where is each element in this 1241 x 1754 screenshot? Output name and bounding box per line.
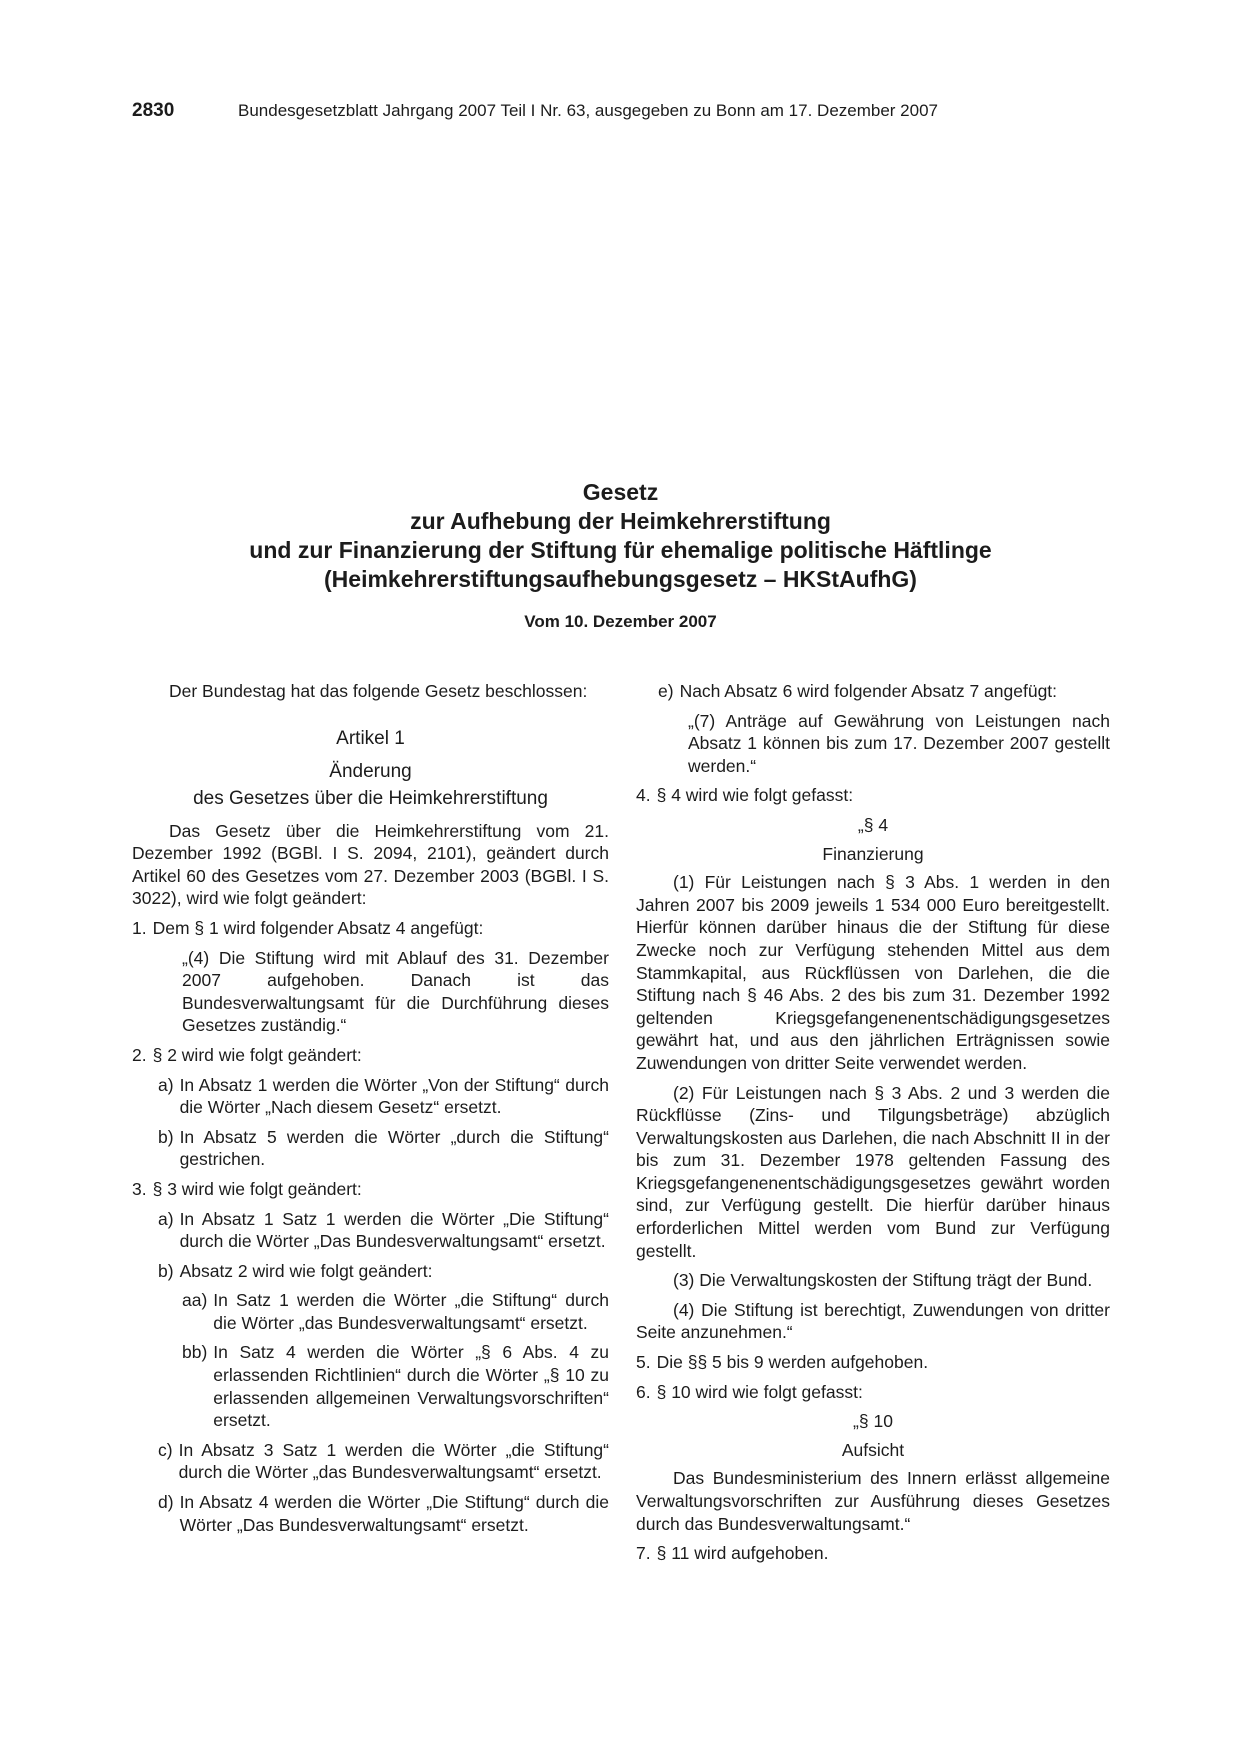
section-heading: „§ 10 xyxy=(853,1411,893,1432)
item-text: Dem § 1 wird folgender Absatz 4 angefügt: xyxy=(152,917,484,938)
item-letter: b) xyxy=(158,1126,174,1147)
right-column xyxy=(636,680,1110,1572)
list-item xyxy=(132,917,609,940)
article-subject-1: Änderung xyxy=(329,760,412,782)
item-letter: a) xyxy=(158,1074,174,1095)
item-letter: c) xyxy=(158,1439,173,1460)
intro-paragraph: Der Bundestag hat das folgende Gesetz beschlossen: xyxy=(169,681,588,701)
publication-line: Bundesgesetzblatt Jahrgang 2007 Teil I Nr. 63, ausgegeben zu Bonn am 17. Dezember 2007 xyxy=(238,101,938,120)
item-number: 4. xyxy=(636,785,651,806)
article-intro: Das Gesetz über die Heimkehrerstiftung vom 21. Dezember 1992 (BGBl. I S. 2094, 2101), geändert durch Artikel 60 des Gesetzes vom 27. Dezember 2003 (BGBl. I S. 3022), wird wie folgt geändert: xyxy=(132,820,609,909)
item-number: 3. xyxy=(132,1178,147,1199)
section-title: Aufsicht xyxy=(841,1439,905,1460)
item-number: 5. xyxy=(636,1352,651,1373)
section-paragraph: Das Bundesministerium des Innern erlässt allgemeine Verwaltungsvorschriften zur Ausführung dieses Gesetzes durch das Bundesverwaltungsamt.“ xyxy=(636,1468,1110,1534)
list-item xyxy=(132,1044,609,1067)
page-header xyxy=(132,100,938,122)
list-item xyxy=(636,680,1110,703)
title-line-3: und zur Finanzierung der Stiftung für ehemalige politische Häftlinge xyxy=(249,537,992,563)
section-paragraph: (2) Für Leistungen nach § 3 Abs. 2 und 3 werden die Rückflüsse (Zins- und Tilgungsbeträge) abzüglich Verwaltungskosten aus Darlehen, die nach Abschnitt II in der bis zum 31. Dezember 1978 geltenden Fassung des Kriegsgefangenenentschädigungsgesetzes gewährt worden sind, zur Verfügung gestellt. Die hierfür darüber hinaus erforderlichen Mittel werden vom Bund zur Verfügung gestellt. xyxy=(636,1082,1110,1261)
article-subject-2: des Gesetzes über die Heimkehrerstiftung xyxy=(193,787,548,809)
section-paragraph: (1) Für Leistungen nach § 3 Abs. 1 werden in den Jahren 2007 bis 2009 jeweils 1 534 000 Euro bereitgestellt. Hierfür können darüber hinaus die der Stiftung für diese Zwecke noch zur Verfügung stehenden Mittel aus dem Stammkapital, aus Rückflüssen von Darlehen, die die Stiftung nach § 46 Abs. 2 des bis zum 31. Dezember 1992 geltenden Kriegsgefangenenentschädigungsgesetzes gewährt hat, und aus den jährlichen Erträgnissen sowie Zuwendungen von dritter Seite verwendet werden. xyxy=(636,872,1110,1073)
item-text: In Absatz 1 werden die Wörter „Von der Stiftung“ durch die Wörter „Nach diesem Gesetz“ ersetzt. xyxy=(179,1074,609,1118)
quoted-paragraph: „(7) Anträge auf Gewährung von Leistungen nach Absatz 1 können bis zum 17. Dezember 2007 gestellt werden.“ xyxy=(688,710,1110,776)
list-item xyxy=(132,1260,609,1283)
list-item xyxy=(636,1542,1110,1565)
list-item xyxy=(636,1381,1110,1404)
item-text: § 10 wird wie folgt gefasst: xyxy=(656,1381,863,1402)
item-text: In Satz 1 werden die Wörter „die Stiftung“ durch die Wörter „das Bundesverwaltungsamt“ ersetzt. xyxy=(213,1290,609,1333)
item-text: § 4 wird wie folgt gefasst: xyxy=(656,785,854,806)
title-line-4: (Heimkehrerstiftungsaufhebungsgesetz – HKStAufhG) xyxy=(324,566,917,592)
list-item xyxy=(132,1341,609,1431)
list-item xyxy=(636,784,1110,807)
item-text: In Absatz 5 werden die Wörter „durch die Stiftung“ gestrichen. xyxy=(179,1126,609,1170)
section-paragraph: (3) Die Verwaltungskosten der Stiftung trägt der Bund. xyxy=(673,1270,1093,1291)
item-letter: d) xyxy=(158,1492,174,1513)
title-line-2: zur Aufhebung der Heimkehrerstiftung xyxy=(410,508,831,534)
item-text: Die §§ 5 bis 9 werden aufgehoben. xyxy=(656,1352,929,1373)
left-column xyxy=(132,680,609,1543)
list-item xyxy=(132,1289,609,1334)
document-date: Vom 10. Dezember 2007 xyxy=(524,612,717,631)
page-number: 2830 xyxy=(132,100,175,121)
item-number: 6. xyxy=(636,1381,651,1402)
item-text: In Absatz 4 werden die Wörter „Die Stiftung“ durch die Wörter „Das Bundesverwaltungsamt“ ersetzt. xyxy=(179,1492,609,1535)
list-item xyxy=(132,1178,609,1201)
item-text: § 2 wird wie folgt geändert: xyxy=(152,1044,362,1065)
item-number: 1. xyxy=(132,917,147,938)
item-text: Nach Absatz 6 wird folgender Absatz 7 angefügt: xyxy=(679,681,1058,701)
title-line-1: Gesetz xyxy=(582,479,659,505)
item-letter: bb) xyxy=(182,1342,208,1363)
item-number: 7. xyxy=(636,1543,651,1564)
item-text: In Absatz 1 Satz 1 werden die Wörter „Die Stiftung“ durch die Wörter „Das Bundesverwaltungsamt“ ersetzt. xyxy=(179,1208,609,1252)
section-title: Finanzierung xyxy=(822,843,924,864)
list-item xyxy=(132,1208,609,1253)
item-letter: aa) xyxy=(182,1290,208,1311)
list-item xyxy=(132,1126,609,1171)
section-paragraph: (4) Die Stiftung ist berechtigt, Zuwendungen von dritter Seite anzunehmen.“ xyxy=(636,1299,1110,1343)
quoted-paragraph: „(4) Die Stiftung wird mit Ablauf des 31. Dezember 2007 aufgehoben. Danach ist das Bundesverwaltungsamt für die Durchführung dieses Gesetzes zuständig.“ xyxy=(182,947,609,1036)
list-item xyxy=(132,1074,609,1119)
item-text: Absatz 2 wird wie folgt geändert: xyxy=(179,1260,433,1281)
item-letter: b) xyxy=(158,1260,174,1281)
item-text: In Absatz 3 Satz 1 werden die Wörter „die Stiftung“ durch die Wörter „das Bundesverwaltungsamt“ ersetzt. xyxy=(178,1439,609,1483)
item-text: In Satz 4 werden die Wörter „§ 6 Abs. 4 zu erlassenden Richtlinien“ durch die Wörter „§ 10 zu erlassenden allgemeinen Verwaltungsvorschriften“ ersetzt. xyxy=(213,1342,609,1431)
list-item xyxy=(132,1439,609,1484)
section-heading: „§ 4 xyxy=(857,814,889,835)
item-letter: e) xyxy=(658,681,674,701)
item-letter: a) xyxy=(158,1208,174,1229)
item-text: § 11 wird aufgehoben. xyxy=(656,1543,829,1564)
list-item xyxy=(132,1491,609,1536)
list-item xyxy=(636,1351,1110,1374)
article-heading: Artikel 1 xyxy=(336,727,405,749)
item-text: § 3 wird wie folgt geändert: xyxy=(152,1178,362,1199)
document-title xyxy=(0,478,1241,594)
item-number: 2. xyxy=(132,1044,147,1065)
